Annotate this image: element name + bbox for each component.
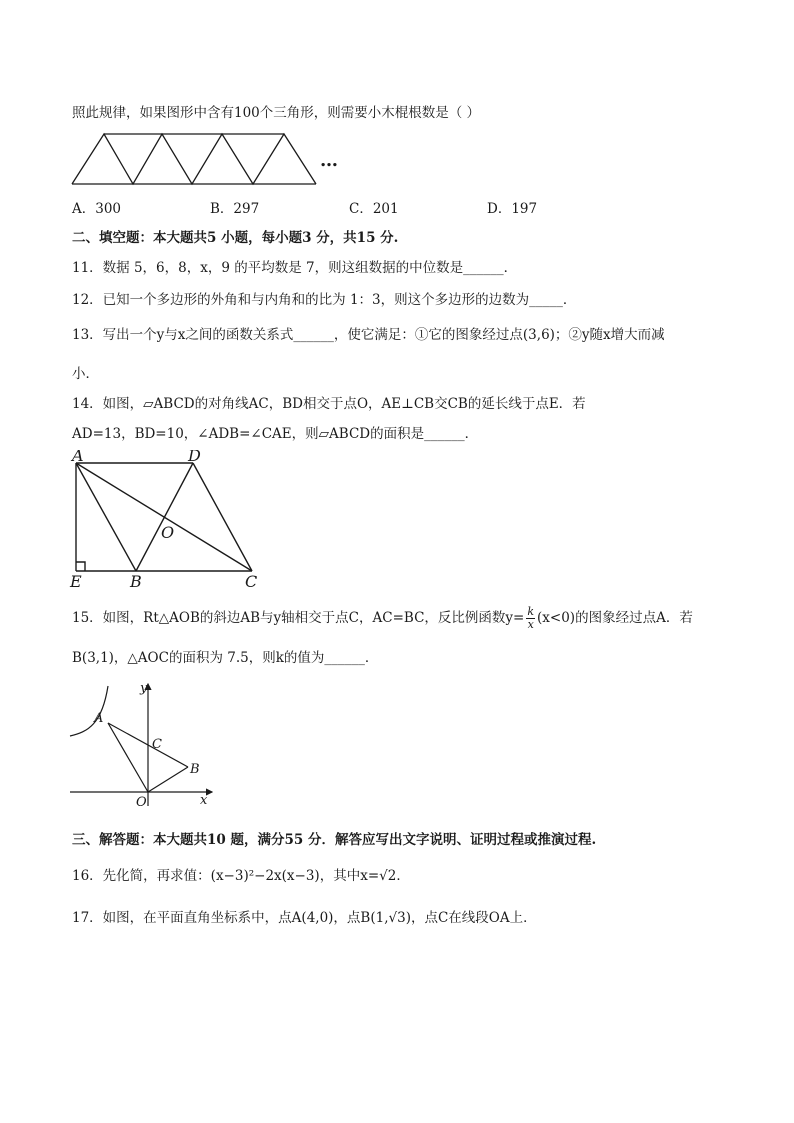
q14-line1: 14．如图，▱ABCD的对角线AC，BD相交于点O，AE⊥CB交CB的延长线于点E．若 — [72, 396, 586, 412]
label-a: A — [72, 450, 84, 465]
right-angle-mark — [76, 562, 85, 571]
q15-line2: B(3,1)，△AOC的面积为 7.5，则k的值为______． — [72, 650, 379, 666]
q13-line1: 13．写出一个y与x之间的函数关系式______，使它满足：①它的图象经过点(3,6)；②y随x增大而减 — [72, 327, 665, 343]
label-y-axis: y — [140, 681, 148, 696]
q16: 16．先化简，再求值：(x−3)²−2x(x−3)，其中x=√2． — [72, 868, 410, 884]
label-b: B — [130, 572, 142, 590]
strip-zigzag — [72, 134, 316, 184]
option-c: C．201 — [349, 201, 399, 217]
segment-ab — [76, 463, 136, 571]
q15-line1-tail: (x<0)的图象经过点A．若 — [537, 610, 693, 626]
fraction-numerator: k — [527, 605, 535, 618]
section2-heading: 二、填空题：本大题共5 小题，每小题3 分，共15 分. — [72, 230, 399, 246]
segment-ob — [148, 767, 188, 792]
label-x-axis: x — [200, 793, 208, 808]
q10-stem: 照此规律，如果图形中含有100个三角形，则需要小木棍根数是（ ） — [72, 105, 481, 121]
q15-line1 — [72, 606, 693, 631]
fraction-denominator: x — [527, 618, 534, 631]
label-o: O — [161, 523, 175, 542]
label-point-c: C — [152, 737, 162, 752]
strip-ellipsis: … — [320, 150, 338, 171]
coordinate-figure — [66, 676, 226, 810]
label-d: D — [188, 450, 201, 465]
label-point-b: B — [190, 762, 200, 777]
parallelogram-figure — [68, 450, 268, 590]
q13-line2: 小． — [72, 366, 99, 382]
label-origin: O — [136, 795, 147, 810]
q11: 11．数据 5，6，8，x，9 的平均数是 7，则这组数据的中位数是______． — [72, 260, 518, 276]
q15-line1-text: 15．如图，Rt△AOB的斜边AB与y轴相交于点C，AC=BC，反比例函数y= — [72, 610, 525, 626]
option-a: A．300 — [72, 201, 122, 217]
q12: 12．已知一个多边形的外角和与内角和的比为 1：3，则这个多边形的边数为_____． — [72, 292, 577, 308]
triangle-strip-figure — [70, 130, 340, 190]
fraction-k-over-x — [526, 606, 535, 631]
label-c: C — [245, 572, 258, 590]
option-b: B．297 — [210, 201, 260, 217]
q14-line2: AD=13，BD=10，∠ADB=∠CAE，则▱ABCD的面积是______． — [72, 426, 479, 442]
label-point-a: A — [94, 711, 104, 726]
diagonal-ac — [76, 463, 252, 571]
q17: 17．如图，在平面直角坐标系中，点A(4,0)，点B(1,√3)，点C在线段OA上． — [72, 910, 537, 926]
label-e: E — [70, 572, 82, 590]
section3-heading: 三、解答题：本大题共10 题，满分55 分．解答应写出文字说明、证明过程或推演过程. — [72, 832, 597, 848]
option-d: D．197 — [487, 201, 538, 217]
segment-dc — [193, 463, 252, 571]
